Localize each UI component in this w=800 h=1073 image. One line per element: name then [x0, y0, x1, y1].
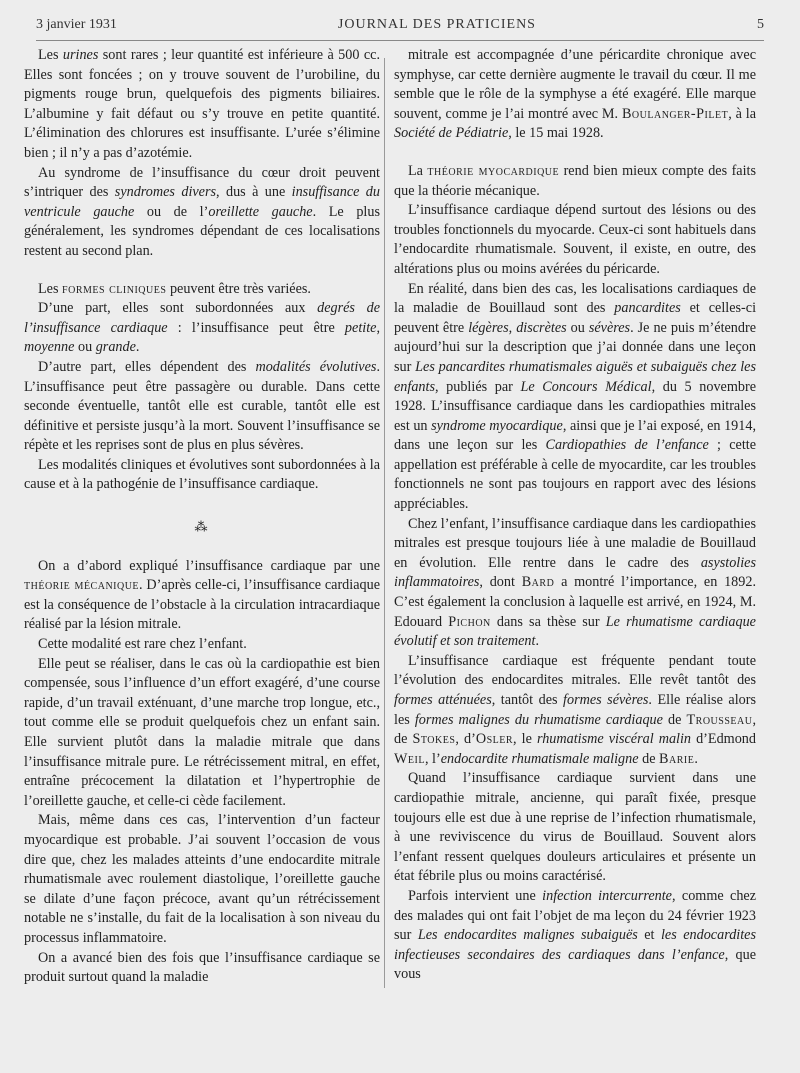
header-rule: [36, 40, 764, 41]
left-paragraph: On a avancé bien des fois que l’insuffisance cardiaque se produit surtout quand la maladie: [24, 949, 380, 986]
left-paragraph: Au syndrome de l’insuffisance du cœur droit peuvent s’intriquer des syndromes divers, dus à une insuffisance du ventricule gauche ou de l’oreillette gauche. Le plus généralement, les syndromes dépendant de ces localisations restent au second plan.: [24, 164, 380, 259]
right-paragraph: L’insuffisance cardiaque dépend surtout des lésions ou des troubles fonctionnels du myocarde. Ceux-ci sont habituels dans l’endocardite rhumatismale. Souvent, il existe, en outre, des altérations plus ou moins avérées du péricarde.: [394, 202, 756, 277]
right-paragraph: Quand l’insuffisance cardiaque survient dans une cardiopathie mitrale, ancienne, qui paraît fixée, presque toujours elle est due à une reprise de l’infection rhumatismale, à une reviviscence du virus de Bouillaud. Souvent alors l’enfant ressent quelques douleurs articulaires et présente un état fébrile plus ou moins caractérisé.: [394, 770, 756, 885]
right-column: [394, 46, 756, 985]
left-paragraph: Elle peut se réaliser, dans le cas où la cardiopathie est bien compensée, sous l’influence d’un effort exagéré, d’une course rapide, d’un travail exténuant, d’une marche trop longue, etc., tout comme elle se produit quelquefois chez un enfant sain. Elle survient plutôt dans la maladie mitrale que dans l’insuffisance mitrale pure. Le rétrécissement mitral, en effet, entraîne précocement la dilatation et l’hypertrophie de l’oreillette gauche, et celle-ci cède facilement.: [24, 655, 380, 809]
left-paragraph: Mais, même dans ces cas, l’intervention d’un facteur myocardique est probable. J’ai souvent l’occasion de vous dire que, chez les malades atteints d’une endocardite mitrale rhumatismale avec roulement diastolique, l’oreillette gauche se dilate d’une façon précoce, avant qu’un rétrécissement notable ne s’installe, du fait de la localisation à son niveau du processus inflammatoire.: [24, 812, 380, 946]
column-divider: [384, 58, 385, 988]
right-paragraph: Chez l’enfant, l’insuffisance cardiaque dans les cardiopathies mitrales est presque toujours liée à une maladie de Bouillaud en évolution. Elle rentre dans le cadre des asystolies inflammatoires, dont Bard a montré l’importance, en 1892. C’est également la conclusion à laquelle est arrivé, en 1924, M. Edouard Pichon dans sa thèse sur Le rhumatisme cardiaque évolutif et son traitement.: [394, 515, 756, 650]
section-gap: [24, 262, 380, 280]
journal-title: JOURNAL DES PRATICIENS: [337, 17, 536, 32]
left-paragraph: On a d’abord expliqué l’insuffisance cardiaque par une théorie mécanique. D’après celle-ci, l’insuffisance cardiaque est la conséquence de l’obstacle à la circulation intracardiaque réalisé par la lésion mitrale.: [24, 557, 380, 633]
page-header: [36, 14, 764, 36]
left-paragraph: D’une part, elles sont subordonnées aux degrés de l’insuffisance cardiaque : l’insuffisance peut être petite, moyenne ou grande.: [24, 300, 380, 356]
right-paragraph: L’insuffisance cardiaque est fréquente pendant toute l’évolution des endocardites mitrales. Elle revêt tantôt des formes atténuées, tantôt des formes sévères. Elle réalise alors les formes malignes du rhumatisme cardiaque de Trousseau, de Stokes, d’Osler, le rhumatisme viscéral malin d’Edmond Weil, l’endocardite rhumatismale maligne de Barie.: [394, 652, 756, 767]
page-number: 5: [757, 17, 764, 32]
issue-date: 3 janvier 1931: [36, 17, 117, 32]
asterism-separator: ⁂: [194, 519, 210, 535]
right-paragraph: mitrale est accompagnée d’une péricardite chronique avec symphyse, car cette dernière augmente le travail du cœur. Il me semble que le rôle de la symphyse a été exagéré. Elle marque souvent, comme je l’ai montré avec M. Boulanger-Pilet, à la Société de Pédiatrie, le 15 mai 1928.: [394, 47, 756, 142]
right-paragraph: Parfois intervient une infection intercurrente, comme chez des malades qui ont fait l’objet de ma leçon du 24 février 1923 sur Les endocardites malignes subaiguës et les endocardites infectieuses secondaires des cardiaques dans l’enfance, que vous: [394, 887, 757, 983]
left-paragraph: Les formes cliniques peuvent être très variées.: [38, 280, 311, 297]
left-column: [24, 46, 380, 988]
right-paragraph: La théorie myocardique rend bien mieux compte des faits que la théorie mécanique.: [394, 162, 756, 199]
left-paragraph: Cette modalité est rare chez l’enfant.: [38, 636, 247, 653]
left-paragraph: Les urines sont rares ; leur quantité est inférieure à 500 cc. Elles sont foncées ; on y trouve souvent de l’urobiline, du pigments rouge brun, quelquefois des pigments biliaires. L’albumine y fait défaut ou s’y trouve en petite quantité. L’élimination des chlorures est insuffisante. L’urée s’élimine bien ; il n’y a pas d’azotémie.: [24, 47, 380, 161]
left-paragraph: D’autre part, elles dépendent des modalités évolutives. L’insuffisance peut être passagère ou durable. Dans cette seconde éventuelle, tantôt elle est curable, tantôt elle est définitive et persiste jusqu’à la mort. Souvent l’insuffisance se répète et les reprises sont de plus en plus sévères.: [24, 358, 380, 454]
section-gap: [394, 144, 756, 162]
right-paragraph: En réalité, dans bien des cas, les localisations cardiaques de la maladie de Bouillaud sont des pancardites et celles-ci peuvent être légères, discrètes ou sévères. Je ne puis m’étendre aujourd’hui sur la description que j’ai donnée dans une leçon sur Les pancardites rhumatismales aiguës et subaiguës chez les enfants, publiés par Le Concours Médical, du 5 novembre 1928. L’insuffisance cardiaque dans les cardiopathies mitrales est un syndrome myocardique, ainsi que je l’ai exposé, en 1914, dans une leçon sur les Cardiopathies de l’enfance ; cette appellation est préférable à celle de myocardite, car les troubles fonctionnels ne sont pas toujours en rapport avec des lésions appréciables.: [394, 280, 757, 513]
left-paragraph: Les modalités cliniques et évolutives sont subordonnées à la cause et à la pathogénie de l’insuffisance cardiaque.: [24, 456, 381, 493]
